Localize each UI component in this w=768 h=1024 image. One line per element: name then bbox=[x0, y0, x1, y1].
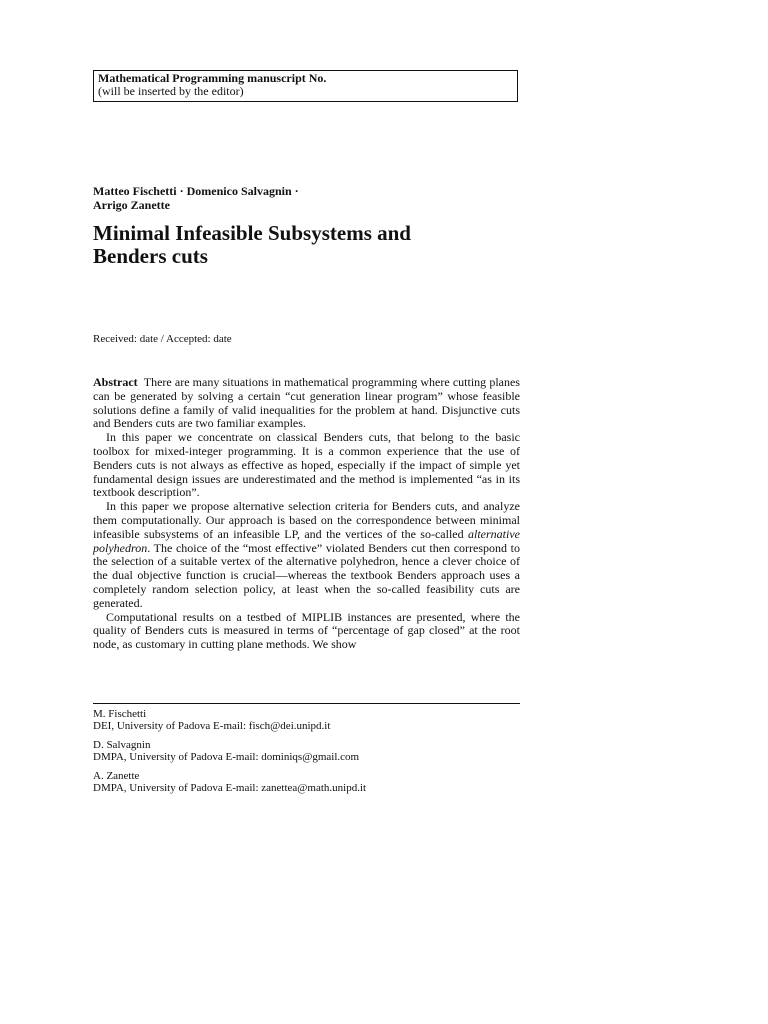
received-accepted-dates: Received: date / Accepted: date bbox=[93, 333, 232, 345]
author-line-2: Arrigo Zanette bbox=[93, 198, 170, 212]
affiliation-name: D. Salvagnin bbox=[93, 739, 151, 751]
journal-header-box bbox=[93, 70, 518, 102]
footnote-divider bbox=[93, 703, 520, 704]
affiliation-detail: DMPA, University of Padova E-mail: zanettea@math.unipd.it bbox=[93, 782, 367, 794]
paper-title bbox=[93, 222, 520, 268]
alternative-polyhedron-term: alternative polyhedron bbox=[93, 526, 520, 555]
affiliation-name: A. Zanette bbox=[93, 770, 140, 782]
affiliation-name: M. Fischetti bbox=[93, 708, 147, 720]
abstract-paragraph-2: In this paper we concentrate on classical Benders cuts, that belong to the basic toolbox for mixed-integer programming. It is a common experience that the use of Benders cuts is not always as effective as hoped, especially if the impact of simple yet fundamental design issues are underestimated and the method is implemented “as in its textbook description”. bbox=[93, 430, 520, 500]
affiliation-detail: DMPA, University of Padova E-mail: dominiqs@gmail.com bbox=[93, 751, 360, 763]
affiliation-detail: DEI, University of Padova E-mail: fisch@dei.unipd.it bbox=[93, 720, 331, 732]
title-line-2: Benders cuts bbox=[93, 244, 208, 268]
abstract-p3-after: . The choice of the “most effective” violated Benders cut then correspond to the selection of a suitable vertex of the alternative polyhedron, hence a clever choice of the dual objective function is crucial—whereas the textbook Benders approach uses a completely random selection policy, at least when the so-called feasibility cuts are generated. bbox=[93, 540, 520, 610]
affiliation-fischetti bbox=[93, 708, 520, 732]
abstract-p1-text: There are many situations in mathematical programming where cutting planes can be generated by solving a certain “cut generation linear program” whose feasible solutions define a family of valid inequalities for the problem at hand. Disjunctive cuts and Benders cuts are two familiar examples. bbox=[93, 375, 520, 431]
affiliation-zanette bbox=[93, 770, 520, 794]
journal-title: Mathematical Programming manuscript No. bbox=[98, 71, 327, 85]
abstract-paragraph-1 bbox=[93, 376, 520, 431]
abstract-p3-before: In this paper we propose alternative selection criteria for Benders cuts, and analyze them computationally. Our approach is based on the correspondence between minimal infeasible subsystems of an infeasible LP, and the vertices of the so-called bbox=[93, 499, 520, 541]
author-list bbox=[93, 184, 520, 212]
abstract-label: Abstract bbox=[93, 375, 138, 389]
author-affiliations bbox=[93, 708, 520, 801]
title-line-1: Minimal Infeasible Subsystems and bbox=[93, 221, 411, 245]
author-line-1: Matteo Fischetti · Domenico Salvagnin · bbox=[93, 184, 299, 198]
affiliation-salvagnin bbox=[93, 739, 520, 763]
abstract-paragraph-4: Computational results on a testbed of MIPLIB instances are presented, where the quality of Benders cuts is measured in terms of “percentage of gap closed” at the root node, as customary in cutting plane methods. We show bbox=[93, 609, 520, 652]
journal-subtitle: (will be inserted by the editor) bbox=[98, 84, 244, 98]
abstract-paragraph-3 bbox=[93, 500, 520, 610]
abstract bbox=[93, 376, 520, 652]
